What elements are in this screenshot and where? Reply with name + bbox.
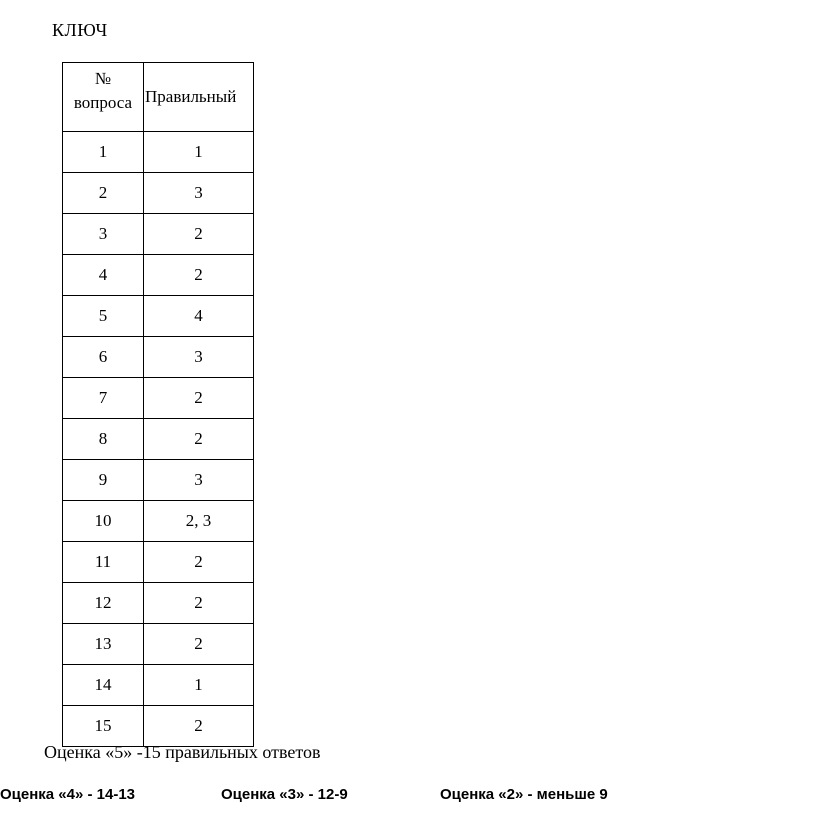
correct-answer-cell: 2 xyxy=(144,542,254,583)
correct-answer-cell: 2 xyxy=(144,706,254,747)
question-number-cell: 6 xyxy=(63,337,144,378)
question-number-header-symbol: № xyxy=(94,69,112,88)
table-row xyxy=(63,542,254,583)
correct-answer-cell: 3 xyxy=(144,337,254,378)
question-number-cell: 7 xyxy=(63,378,144,419)
grade-four-criteria: Оценка «4» - 14-13 xyxy=(0,786,136,803)
question-number-cell: 2 xyxy=(63,173,144,214)
table-row xyxy=(63,624,254,665)
table-row xyxy=(63,296,254,337)
correct-answer-cell: 1 xyxy=(144,132,254,173)
question-number-cell: 9 xyxy=(63,460,144,501)
question-number-cell: 13 xyxy=(63,624,144,665)
question-number-cell: 4 xyxy=(63,255,144,296)
grade-two-criteria: Оценка «2» - меньше 9 xyxy=(440,786,608,803)
table-body xyxy=(63,132,254,747)
question-number-cell: 15 xyxy=(63,706,144,747)
correct-answer-cell: 2, 3 xyxy=(144,501,254,542)
correct-answer-cell: 2 xyxy=(144,378,254,419)
table-row xyxy=(63,460,254,501)
table-row xyxy=(63,665,254,706)
question-number-header-label: вопроса xyxy=(73,93,133,112)
question-number-cell: 1 xyxy=(63,132,144,173)
correct-answer-cell: 2 xyxy=(144,419,254,460)
table-row xyxy=(63,173,254,214)
question-number-cell: 10 xyxy=(63,501,144,542)
table-row xyxy=(63,337,254,378)
question-number-cell: 14 xyxy=(63,665,144,706)
answer-key-table xyxy=(62,62,254,747)
correct-answer-cell: 3 xyxy=(144,173,254,214)
table-row xyxy=(63,419,254,460)
table-row xyxy=(63,706,254,747)
table-row xyxy=(63,378,254,419)
correct-answer-cell: 2 xyxy=(144,255,254,296)
question-number-header xyxy=(63,63,144,132)
table-row xyxy=(63,255,254,296)
table-row xyxy=(63,583,254,624)
table-row xyxy=(63,132,254,173)
correct-answer-cell: 2 xyxy=(144,583,254,624)
question-number-cell: 8 xyxy=(63,419,144,460)
question-number-cell: 12 xyxy=(63,583,144,624)
table-header-row xyxy=(63,63,254,132)
table-row xyxy=(63,214,254,255)
grade-five-criteria: Оценка «5» -15 правильных ответов xyxy=(44,742,321,762)
correct-answer-cell: 1 xyxy=(144,665,254,706)
page-title: КЛЮЧ xyxy=(52,20,108,40)
correct-answer-cell: 2 xyxy=(144,624,254,665)
grade-three-criteria: Оценка «3» - 12-9 xyxy=(221,786,348,803)
correct-answer-cell: 4 xyxy=(144,296,254,337)
correct-answer-header: Правильный xyxy=(144,63,254,132)
question-number-cell: 3 xyxy=(63,214,144,255)
question-number-cell: 5 xyxy=(63,296,144,337)
correct-answer-cell: 3 xyxy=(144,460,254,501)
correct-answer-cell: 2 xyxy=(144,214,254,255)
table-row xyxy=(63,501,254,542)
question-number-cell: 11 xyxy=(63,542,144,583)
